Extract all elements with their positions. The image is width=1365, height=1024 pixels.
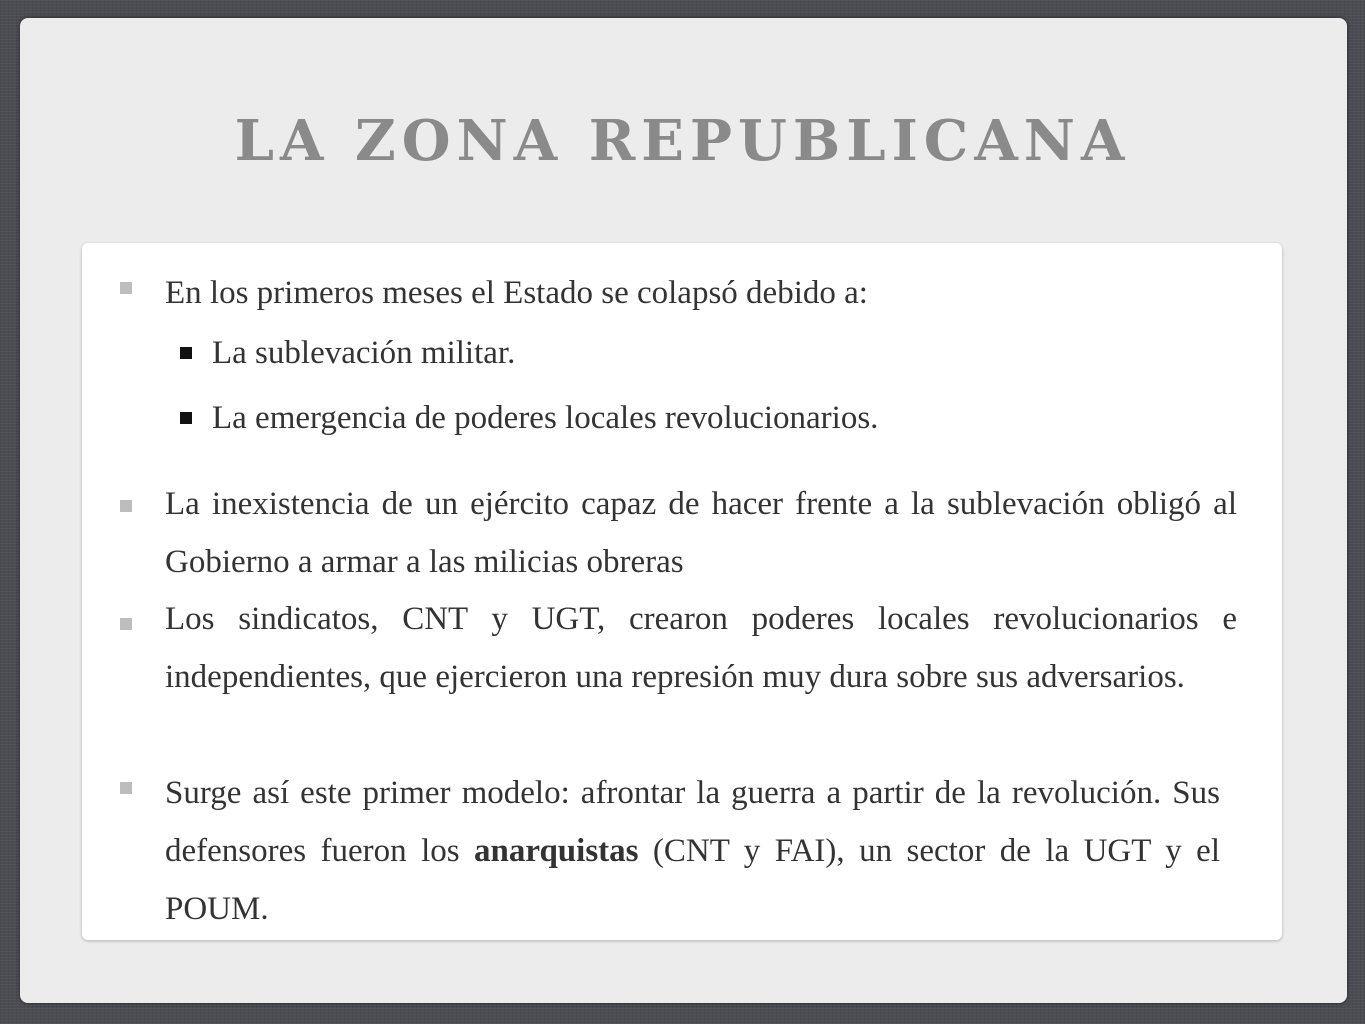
slide-title: LA ZONA REPUBLICANA bbox=[234, 108, 1131, 174]
sub-bullet-item-2: La emergencia de poderes locales revolucionarios. bbox=[212, 400, 879, 436]
bullet-item-2: La inexistencia de un ejército capaz de hacer frente a la sublevación obligó al Gobierno a armar a las milicias obreras bbox=[165, 486, 1237, 580]
bullet-item-3: Los sindicatos, CNT y UGT, crearon poderes locales revolucionarios e independientes, que ejercieron una represión muy dura sobre sus adversarios. bbox=[165, 601, 1237, 695]
sub-bullet-marker bbox=[180, 412, 192, 424]
sub-bullet-item-1: La sublevación militar. bbox=[212, 335, 516, 371]
bullet-marker bbox=[120, 618, 132, 630]
sub-bullet-marker bbox=[180, 347, 192, 359]
bullet-item-4 bbox=[165, 764, 1220, 938]
bullet-marker bbox=[120, 282, 132, 294]
bullet-item-4-bold-term: anarquistas bbox=[474, 833, 639, 869]
bullet-item-1: En los primeros meses el Estado se colapsó debido a: bbox=[165, 275, 868, 311]
bullet-marker bbox=[120, 500, 132, 512]
bullet-item-4-text-before: Surge así este primer modelo: afrontar la guerra a partir de la revolución. Sus defensores fueron los bbox=[165, 775, 1220, 869]
bullet-marker bbox=[120, 782, 132, 794]
bullet-item-4-text-after: (CNT y FAI), un sector de la UGT y el POUM. bbox=[165, 833, 1220, 927]
